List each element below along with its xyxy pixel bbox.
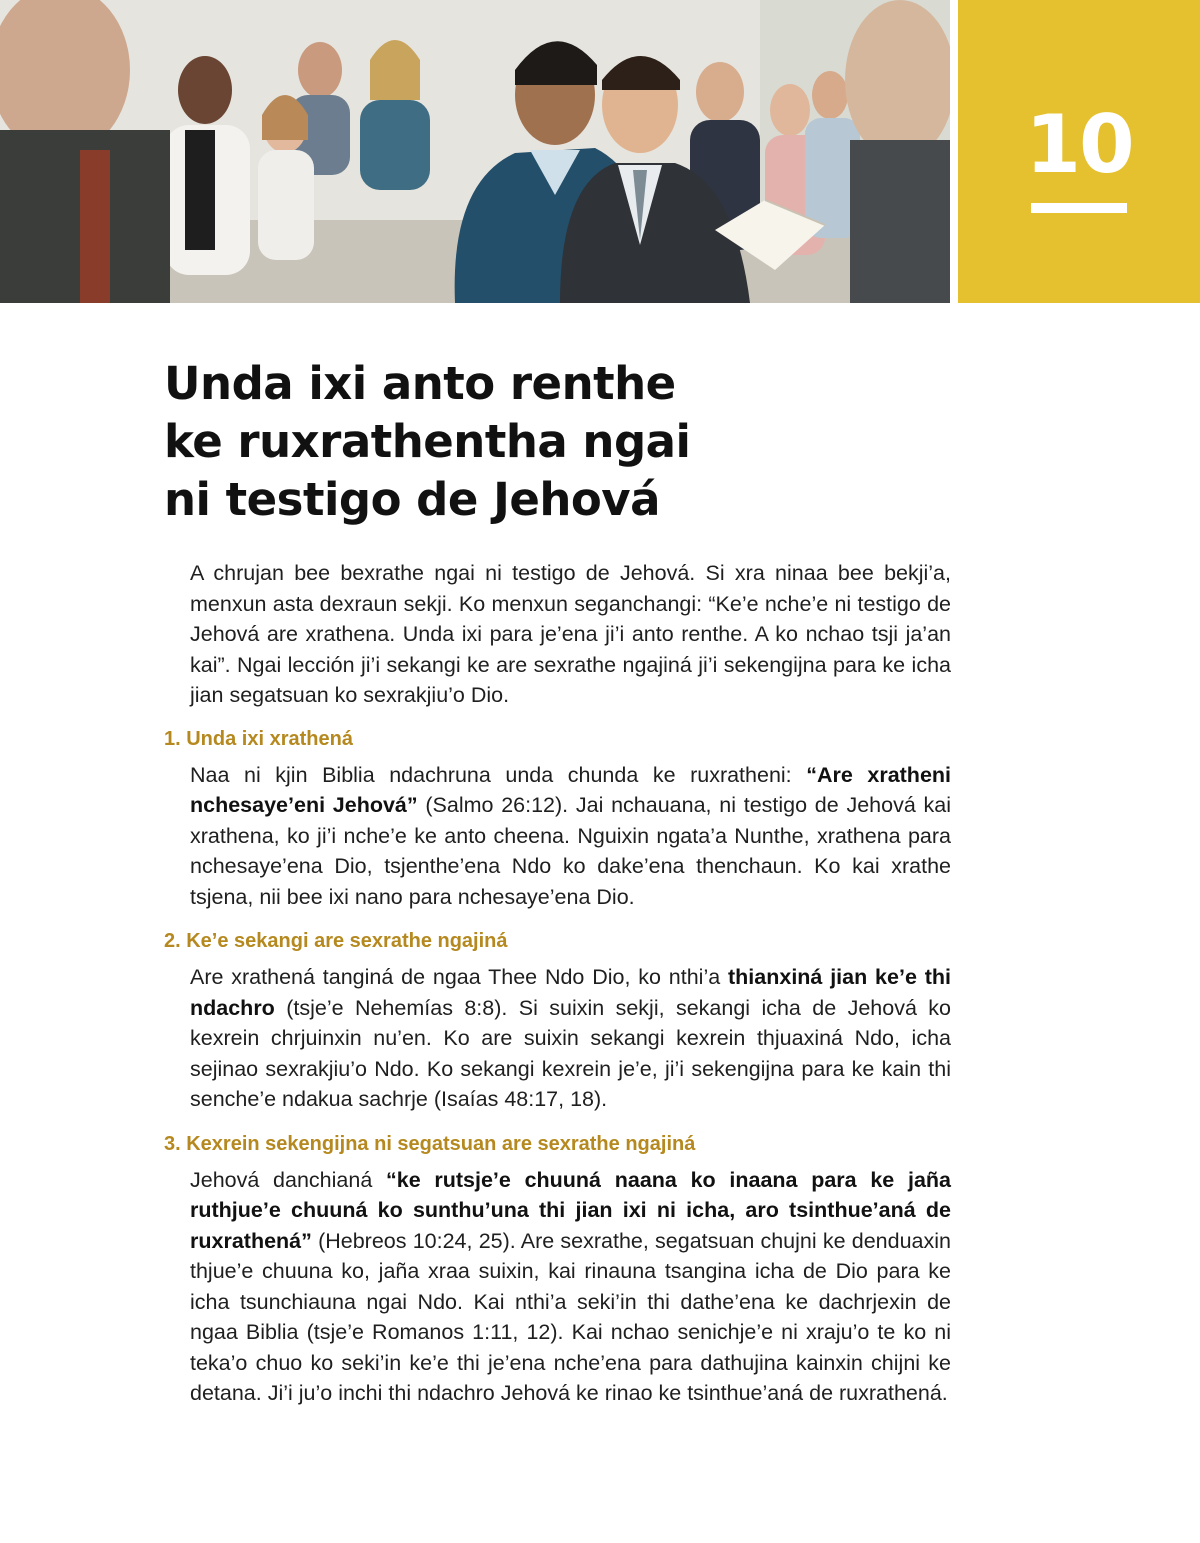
section-heading-2: 2. Ke’e sekangi are sexrathe ngajiná: [164, 930, 508, 952]
paragraph-text: Jehová danchianá: [190, 1167, 386, 1192]
section-paragraph-3: [190, 1165, 951, 1409]
section-heading-1: 1. Unda ixi xrathená: [164, 727, 353, 750]
page-title: [164, 355, 784, 529]
scripture-quote: “Are xratheni nchesaye’eni Jehová”: [190, 762, 952, 817]
lesson-number-underline: [1031, 203, 1127, 213]
title-line: Unda ixi anto renthe: [164, 357, 676, 410]
lesson-content: [164, 558, 951, 1409]
paragraph-text: (Salmo 26:12). Jai nchauana, ni testigo de Jehová kai xrathena, ko ji’i nche’e ke anto cheena. Nguixin ngata’a Nunthe, xrathena para nchesaye’ena Dio, tsjenthe’ena Ndo ko dake’ena thenchaun. Ko kai xrathe tsjena, nii bee ixi nano para nchesaye’ena Dio.: [190, 793, 952, 909]
congregation-meeting-illustration: [0, 0, 950, 303]
title-line: ke ruxrathentha ngai: [164, 415, 691, 468]
scripture-quote: “ke rutsje’e chuuná naana ko inaana para ke jaña ruthjue’e chuuná ko sunthu’una thi jian ixi ni icha, aro tsinthue’aná de ruxrathená”: [190, 1167, 951, 1253]
paragraph-text: Naa ni kjin Biblia ndachruna unda chunda ke ruxratheni:: [190, 762, 807, 787]
section-paragraph-1: [190, 760, 951, 913]
section-heading-3: 3. Kexrein sekengijna ni segatsuan are sexrathe ngajiná: [164, 1132, 696, 1155]
intro-paragraph: A chrujan bee bexrathe ngai ni testigo de Jehová. Si xra ninaa bee bekji’a, menxun asta dexraun sekji. Ko menxun seganchangi: “Ke’e nche’e ni testigo de Jehová are xrathena. Unda ixi para je’ena ji’i anto renthe. A ko nchao tsji ja’an kai”. Ngai lección ji’i sekangi ke are sexrathe ngajiná ji’i sekengijna para ke icha jian segatsuan ko sexrakjiu’o Dio.: [190, 561, 951, 707]
section-paragraph-2: [190, 962, 951, 1115]
paragraph-text: (tsje’e Nehemías 8:8). Si suixin sekji, sekangi icha de Jehová ko kexrein chrjuinxin nu’en. Ko are suixin sekangi kexrein thjuaxiná Ndo, icha sejinao sexrakjiu’o Ndo. Ko sekangi kexrein je’e, ji’i sekengijna para ke kain thi senche’e ndakua sachrje (Isaías 48:17, 18).: [190, 995, 951, 1111]
emphasis-text: thianxiná jian ke’e thi ndachro: [190, 965, 951, 1020]
title-line: ni testigo de Jehová: [164, 473, 660, 526]
lesson-badge: [958, 0, 1200, 303]
hero-photo: [0, 0, 950, 303]
paragraph-text: (Hebreos 10:24, 25). Are sexrathe, segatsuan chujni ke denduaxin thjue’e chuuna ko, jaña xraa suixin, kai rinauna tsangina icha de Dio para ke icha tsunchiauna ngai Ndo. Kai nthi’a seki’in thi dathe’ena ke dachrjexin de ngaa Biblia (tsje’e Romanos 1:11, 12). Kai nchao senichje’e ni xraju’o te ko ni teka’o chuo ko seki’in ke’e thi je’ena nche’ena para dathujina kainxin chijni ke detana. Ji’i ju’o inchi thi ndachro Jehová ke rinao ke tsinthue’aná de ruxrathená.: [190, 1228, 951, 1405]
lesson-number: 10: [1025, 98, 1133, 191]
paragraph-text: Are xrathená tanginá de ngaa Thee Ndo Dio, ko nthi’a: [190, 965, 728, 989]
